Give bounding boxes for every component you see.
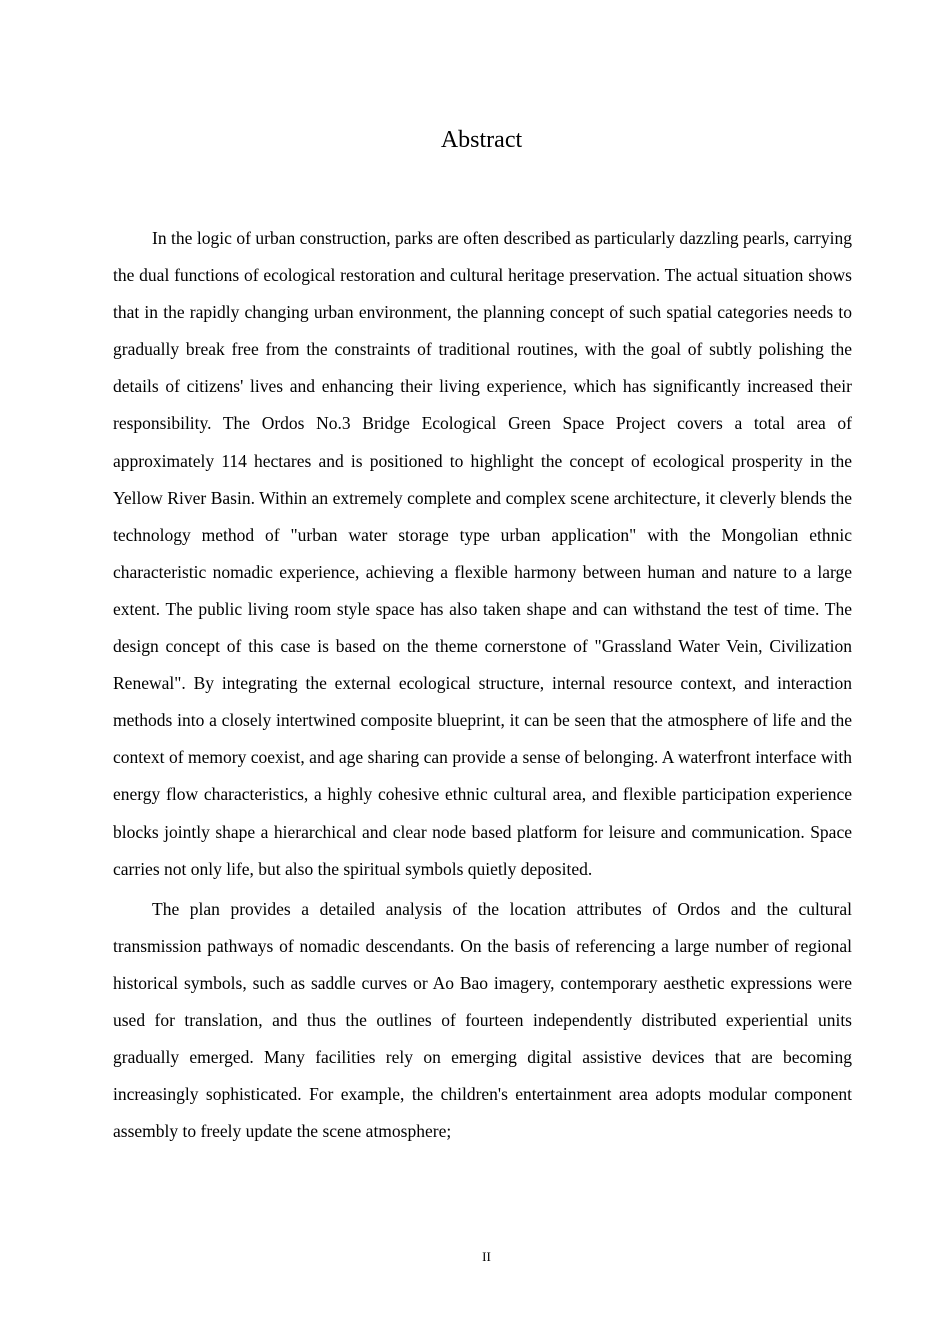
page-number: II bbox=[482, 1249, 491, 1264]
page-title: Abstract bbox=[440, 127, 523, 153]
abstract-body bbox=[113, 220, 852, 1153]
abstract-paragraph-1: In the logic of urban construction, parks are often described as particularly dazzling pearls, carrying the dual functions of ecological restoration and cultural heritage preservation. The actual situation shows that in the rapidly changing urban environment, the planning concept of such spatial categories needs to gradually break free from the constraints of traditional routines, with the goal of subtly polishing the details of citizens' lives and enhancing their living experience, which has significantly increased their responsibility. The Ordos No.3 Bridge Ecological Green Space Project covers a total area of approximately 114 hectares and is positioned to highlight the concept of ecological prosperity in the Yellow River Basin. Within an extremely complete and complex scene architecture, it cleverly blends the technology method of "urban water storage type urban application" with the Mongolian ethnic characteristic nomadic experience, achieving a flexible harmony between human and nature to a large extent. The public living room style space has also taken shape and can withstand the test of time. The design concept of this case is based on the theme cornerstone of "Grassland Water Vein, Civilization Renewal". By integrating the external ecological structure, internal resource context, and interaction methods into a closely intertwined composite blueprint, it can be seen that the atmosphere of life and the context of memory coexist, and age sharing can provide a sense of belonging. A waterfront interface with energy flow characteristics, a highly cohesive ethnic cultural area, and flexible participation experience blocks jointly shape a hierarchical and clear node based platform for leisure and communication. Space carries not only life, but also the spiritual symbols quietly deposited. bbox=[113, 228, 852, 879]
abstract-paragraph-2: The plan provides a detailed analysis of the location attributes of Ordos and the cultural transmission pathways of nomadic descendants. On the basis of referencing a large number of regional historical symbols, such as saddle curves or Ao Bao imagery, contemporary aesthetic expressions were used for translation, and thus the outlines of fourteen independently distributed experiential units gradually emerged. Many facilities rely on emerging digital assistive devices that are becoming increasingly sophisticated. For example, the children's entertainment area adopts modular component assembly to freely update the scene atmosphere; bbox=[113, 898, 852, 1142]
